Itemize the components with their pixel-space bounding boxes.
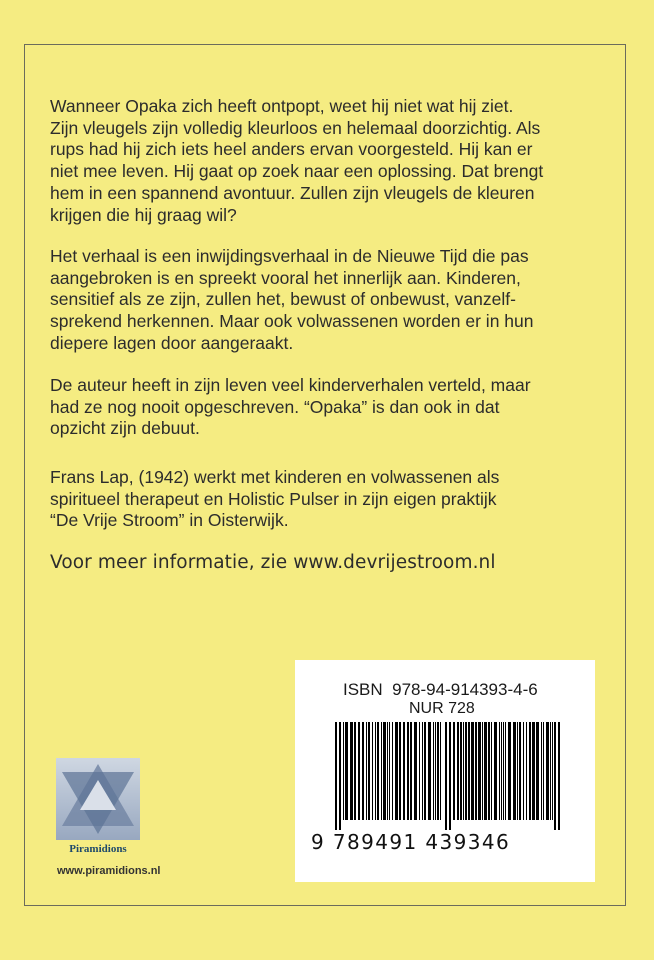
barcode-bar (543, 722, 544, 820)
barcode-bar (529, 722, 531, 820)
barcode-bar (517, 722, 518, 820)
publisher-name: Piramidions (69, 843, 127, 855)
barcode-panel (295, 660, 595, 882)
barcode-icon (331, 722, 567, 830)
paragraph-synopsis (50, 96, 620, 226)
barcode-bar (358, 722, 360, 820)
barcode-bar (449, 722, 451, 830)
barcode-bar (399, 722, 401, 820)
text-line: “De Vrije Stroom” in Oisterwijk. (50, 510, 289, 531)
barcode-bar (389, 722, 390, 820)
barcode-bar (445, 722, 447, 830)
barcode-bar (552, 722, 553, 820)
publisher-url: www.piramidions.nl (57, 865, 161, 877)
text-line: rups had hij zich iets heel anders ervan voorgesteld. Hij kan er (50, 139, 533, 160)
text-line: had ze nog nooit opgeschreven. “Opaka” is dan ook in dat (50, 396, 500, 417)
text-line: hem in een spannend avontuur. Zullen zijn vleugels de kleuren (50, 182, 535, 203)
text-line: sprekend herkennen. Maar ook volwassenen worden er in hun (50, 311, 534, 332)
barcode-bar (457, 722, 459, 820)
barcode-bar (392, 722, 393, 820)
nur-code: NUR 728 (409, 700, 475, 717)
text-line: opzicht zijn debuut. (50, 418, 200, 439)
text-line: niet mee leven. Hij gaat op zoek naar een oplossing. Dat brengt (50, 161, 544, 182)
text-line: Het verhaal is een inwijdingsverhaal in de Nieuwe Tijd die pas (50, 246, 529, 266)
barcode-bar (395, 722, 398, 820)
paragraph-author-debut (50, 375, 620, 440)
barcode-bar (482, 722, 483, 820)
barcode-bar (335, 722, 337, 830)
barcode-bar (375, 722, 376, 820)
barcode-bar (471, 722, 474, 820)
barcode-bar (503, 722, 504, 820)
piramidions-logo-icon (56, 758, 140, 840)
barcode-bar (372, 722, 373, 820)
barcode-bar (554, 722, 556, 830)
barcode-bar (377, 722, 379, 820)
text-line: sensitief als ze zijn, zullen het, bewust of onbewust, vanzelf- (50, 289, 516, 310)
barcode-bar (526, 722, 527, 820)
barcode-bar (499, 722, 500, 820)
barcode-bar (387, 722, 388, 820)
barcode-bar (460, 722, 462, 820)
barcode-bar (491, 722, 492, 820)
barcode-bar (433, 722, 434, 820)
barcode-bar (536, 722, 539, 820)
text-line: Wanneer Opaka zich heeft ontpopt, weet hij niet wat hij ziet. (50, 96, 514, 116)
text-line: krijgen die hij graag wil? (50, 204, 237, 225)
barcode-bar (366, 722, 367, 820)
more-info-line: Voor meer informatie, zie www.devrijestroom.nl (50, 552, 496, 573)
text-line: diepere lagen door aangeraakt. (50, 332, 294, 353)
barcode-bar (435, 722, 436, 820)
barcode-digits: 9 789491 439346 (311, 830, 511, 854)
barcode-bar (403, 722, 405, 820)
barcode-bar (478, 722, 481, 820)
barcode-bar (362, 722, 364, 820)
barcode-bar (440, 722, 441, 820)
text-line: Frans Lap, (1942) werkt met kinderen en volwassenen als (50, 467, 500, 487)
paragraph-author-bio (50, 467, 620, 532)
barcode-bar (350, 722, 353, 820)
barcode-bar (546, 722, 549, 820)
isbn-label: ISBN (343, 680, 383, 699)
barcode-bar (407, 722, 409, 820)
text-line: De auteur heeft in zijn leven veel kinderverhalen verteld, maar (50, 375, 531, 395)
barcode-bar (339, 722, 341, 830)
barcode-bar (419, 722, 420, 820)
barcode-bar (475, 722, 477, 820)
barcode-bar (523, 722, 524, 820)
barcode-bar (414, 722, 417, 820)
barcode-bar (465, 722, 467, 820)
barcode-bar (494, 722, 497, 820)
barcode-bar (463, 722, 464, 820)
barcode-bar (345, 722, 348, 820)
barcode-bar (532, 722, 535, 820)
text-line: aangebroken is en spreekt vooral het innerlijk aan. Kinderen, (50, 267, 521, 288)
isbn-number: 978-94-914393-4-6 (392, 680, 538, 699)
paragraph-theme (50, 246, 620, 355)
barcode-bar (513, 722, 516, 820)
barcode-bar (453, 722, 455, 820)
barcode-bar (422, 722, 423, 820)
barcode-bar (519, 722, 521, 820)
barcode-bar (428, 722, 431, 820)
barcode-bar (558, 722, 560, 830)
text-line: Zijn vleugels zijn volledig kleurloos en helemaal doorzichtig. Als (50, 117, 541, 138)
barcode-bar (354, 722, 356, 820)
barcode-bar (383, 722, 386, 820)
isbn-line (343, 680, 538, 700)
barcode-bar (368, 722, 370, 820)
barcode-bar (484, 722, 487, 820)
barcode-bar (468, 722, 470, 820)
text-line: spiritueel therapeut en Holistic Pulser in zijn eigen praktijk (50, 488, 497, 509)
barcode-bar (501, 722, 502, 820)
barcode-bar (381, 722, 382, 820)
barcode-bar (437, 722, 439, 820)
barcode-bar (505, 722, 506, 820)
barcode-bar (410, 722, 412, 820)
barcode-bar (424, 722, 426, 820)
barcode-bar (343, 722, 344, 820)
barcode-bar (550, 722, 551, 820)
barcode-bar (541, 722, 542, 820)
barcode-bar (488, 722, 490, 820)
barcode-bar (508, 722, 511, 820)
